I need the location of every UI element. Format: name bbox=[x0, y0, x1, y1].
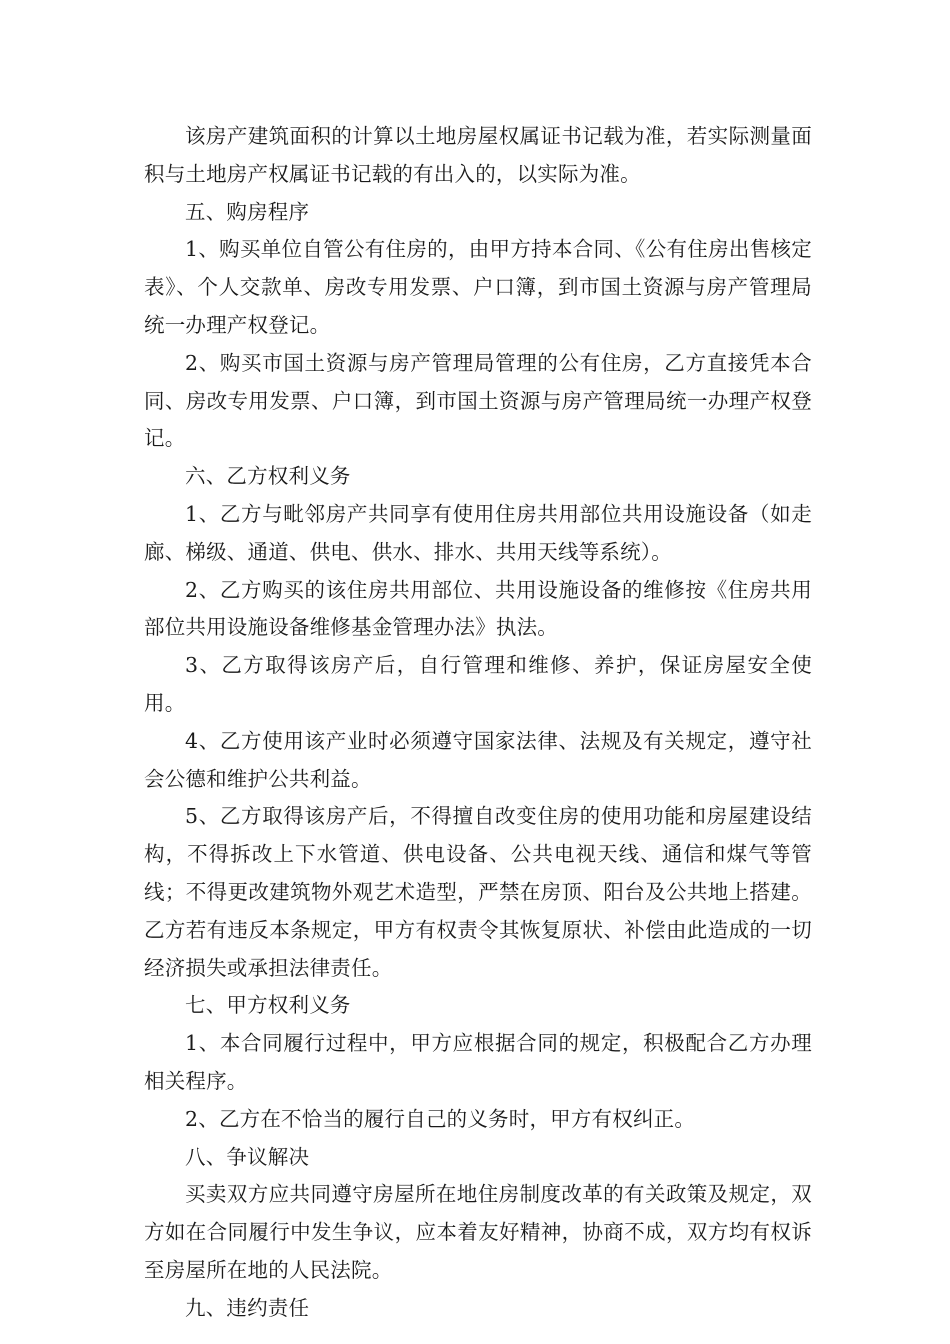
paragraph-party-a-1: 1、本合同履行过程中，甲方应根据合同的规定，积极配合乙方办理相关程序。 bbox=[144, 1031, 812, 1093]
paragraph-dispute-resolution: 买卖双方应共同遵守房屋所在地住房制度改革的有关政策及规定，双方如在合同履行中发生争议，应本着友好精神，协商不成，双方均有权诉至房屋所在地的人民法院。 bbox=[144, 1182, 812, 1282]
paragraph-party-b-2: 2、乙方购买的该住房共用部位、共用设施设备的维修按《住房共用部位共用设施设备维修基金管理办法》执法。 bbox=[144, 577, 812, 640]
document-body bbox=[144, 118, 812, 1328]
section-heading-purchase-procedure: 五、购房程序 bbox=[185, 199, 310, 224]
paragraph-procedure-2: 2、购买市国土资源与房产管理局管理的公有住房，乙方直接凭本合同、房改专用发票、户口簿，到市国土资源与房产管理局统一办理产权登记。 bbox=[144, 350, 812, 451]
section-heading-party-b-rights: 六、乙方权利义务 bbox=[185, 464, 351, 489]
paragraph-party-b-4: 4、乙方使用该产业时必须遵守国家法律、法规及有关规定，遵守社会公德和维护公共利益。 bbox=[144, 728, 812, 791]
paragraph-party-b-1: 1、乙方与毗邻房产共同享有使用住房共用部位共用设施设备（如走廊、梯级、通道、供电、供水、排水、共用天线等系统）。 bbox=[144, 501, 812, 564]
section-heading-party-a-rights: 七、甲方权利义务 bbox=[185, 993, 351, 1018]
paragraph-party-a-2: 2、乙方在不恰当的履行自己的义务时，甲方有权纠正。 bbox=[185, 1106, 696, 1131]
section-heading-liability: 九、违约责任 bbox=[185, 1295, 310, 1320]
paragraph-party-b-5: 5、乙方取得该房产后，不得擅自改变住房的使用功能和房屋建设结构，不得拆改上下水管道、供电设备、公共电视天线、通信和煤气等管线；不得更改建筑物外观艺术造型，严禁在房顶、阳台及公共地上搭建。乙方若有违反本条规定，甲方有权责令其恢复原状、补偿由此造成的一切经济损失或承担法律责任。 bbox=[144, 804, 812, 980]
paragraph-party-b-3: 3、乙方取得该房产后，自行管理和维修、养护，保证房屋安全使用。 bbox=[144, 653, 812, 715]
paragraph-procedure-1: 1、购买单位自管公有住房的，由甲方持本合同、《公有住房出售核定表》、个人交款单、房改专用发票、户口簿，到市国土资源与房产管理局统一办理产权登记。 bbox=[144, 237, 812, 337]
section-heading-dispute-resolution: 八、争议解决 bbox=[185, 1144, 310, 1169]
paragraph-area-basis: 该房产建筑面积的计算以土地房屋权属证书记载为准，若实际测量面积与土地房产权属证书记载的有出入的，以实际为准。 bbox=[144, 124, 812, 186]
